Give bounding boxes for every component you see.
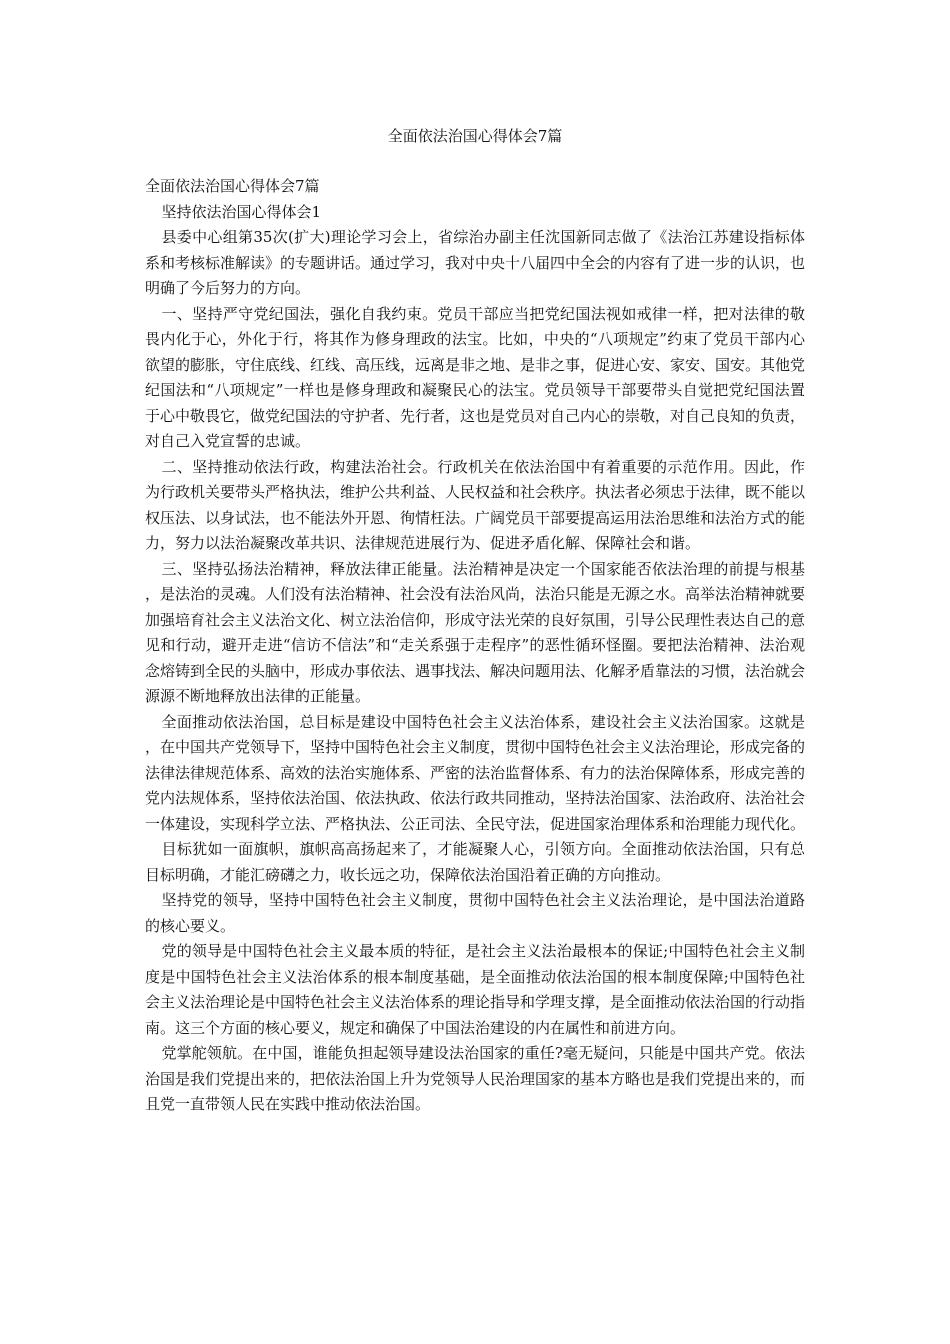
paragraph-party-helm: 党掌舵领航。在中国，谁能负担起领导建设法治国家的重任?毫无疑问，只能是中国共产党。依法治国是我们党提出来的，把依法治国上升为党领导人民治理国家的基本方略也是我们党提出来的，而且党一直带领人民在实践中推动依法治国。 xyxy=(145,1044,806,1113)
document-heading: 全面依法治国心得体会7篇 xyxy=(145,177,320,195)
section-subheading: 坚持依法治国心得体会1 xyxy=(161,202,322,221)
paragraph-overall-goal: 全面推动依法治国，总目标是建设中国特色社会主义法治体系，建设社会主义法治国家。这就是，在中国共产党领导下，坚持中国特色社会主义制度，贯彻中国特色社会主义法治理论，形成完备的法律法律规范体系、高效的法治实施体系、严密的法治监督体系、有力的法治保障体系，形成完善的党内法规体系，坚持依法治国、依法执政、依法行政共同推动，坚持法治国家、法治政府、法治社会一体建设，实现科学立法、严格执法、公正司法、全民守法，促进国家治理体系和治理能力现代化。 xyxy=(145,712,806,833)
paragraph-goal-banner: 目标犹如一面旗帜，旗帜高高扬起来了，才能凝聚人心，引领方向。全面推动依法治国，只有总目标明确，才能汇磅礴之力，收长远之功，保障依法治国沿着正确的方向推动。 xyxy=(145,840,805,884)
paragraph-point-3: 三、坚持弘扬法治精神，释放法律正能量。法治精神是决定一个国家能否依法治理的前提与根基，是法治的灵魂。人们没有法治精神、社会没有法治风尚，法治只能是无源之水。高举法治精神就要加强培育社会主义法治文化、树立法治信仰，形成守法光荣的良好氛围，引导公民理性表达自己的意见和行动，避开走进“信访不信法”和“走关系强于走程序”的恶性循环怪圈。要把法治精神、法治观念熔铸到全民的头脑中，形成办事依法、遇事找法、解决问题用法、化解矛盾靠法的习惯，法治就会源源不断地释放出法律的正能量。 xyxy=(145,559,806,705)
paragraph-party-leadership: 党的领导是中国特色社会主义最本质的特征，是社会主义法治最根本的保证;中国特色社会主义制度是中国特色社会主义法治体系的根本制度基础，是全面推动依法治国的根本制度保障;中国特色社会主义法治理论是中国特色社会主义法治体系的理论指导和学理支撑，是全面推动依法治国的行动指南。这三个方面的核心要义，规定和确保了中国法治建设的内在属性和前进方向。 xyxy=(145,942,806,1037)
document-body xyxy=(145,174,805,1118)
paragraph-point-2: 二、坚持推动依法行政，构建法治社会。行政机关在依法治国中有着重要的示范作用。因此，作为行政机关要带头严格执法，维护公共利益、人民权益和社会秩序。执法者必须忠于法律，既不能以权压法、以身试法，也不能法外开恩、徇情枉法。广阔党员干部要提高运用法治思维和法治方式的能力，努力以法治凝聚改革共识、法律规范进展行为、促进矛盾化解、保障社会和谐。 xyxy=(145,457,806,552)
paragraph-point-1: 一、坚持严守党纪国法，强化自我约束。党员干部应当把党纪国法视如戒律一样，把对法律的敬畏内化于心，外化于行，将其作为修身理政的法宝。比如，中央的“八项规定”约束了党员干部内心欲望的膨胀，守住底线、红线、高压线，远离是非之地、是非之事，促进心安、家安、国安。其他党纪国法和“八项规定”一样也是修身理政和凝聚民心的法宝。党员领导干部要带头自觉把党纪国法置于心中敬畏它，做党纪国法的守护者、先行者，这也是党员对自己内心的崇敬，对自己良知的负责，对自己入党宣誓的忠诚。 xyxy=(145,304,806,450)
paragraph-intro: 县委中心组第35次(扩大)理论学习会上，省综治办副主任沈国新同志做了《法治江苏建设指标体系和考核标准解读》的专题讲话。通过学习，我对中央十八届四中全会的内容有了进一步的认识，也明确了今后努力的方向。 xyxy=(145,228,806,297)
page-title: 全面依法治国心得体会7篇 xyxy=(387,127,563,145)
paragraph-core-essence: 坚持党的领导，坚持中国特色社会主义制度，贯彻中国特色社会主义法治理论，是中国法治道路的核心要义。 xyxy=(145,891,805,935)
